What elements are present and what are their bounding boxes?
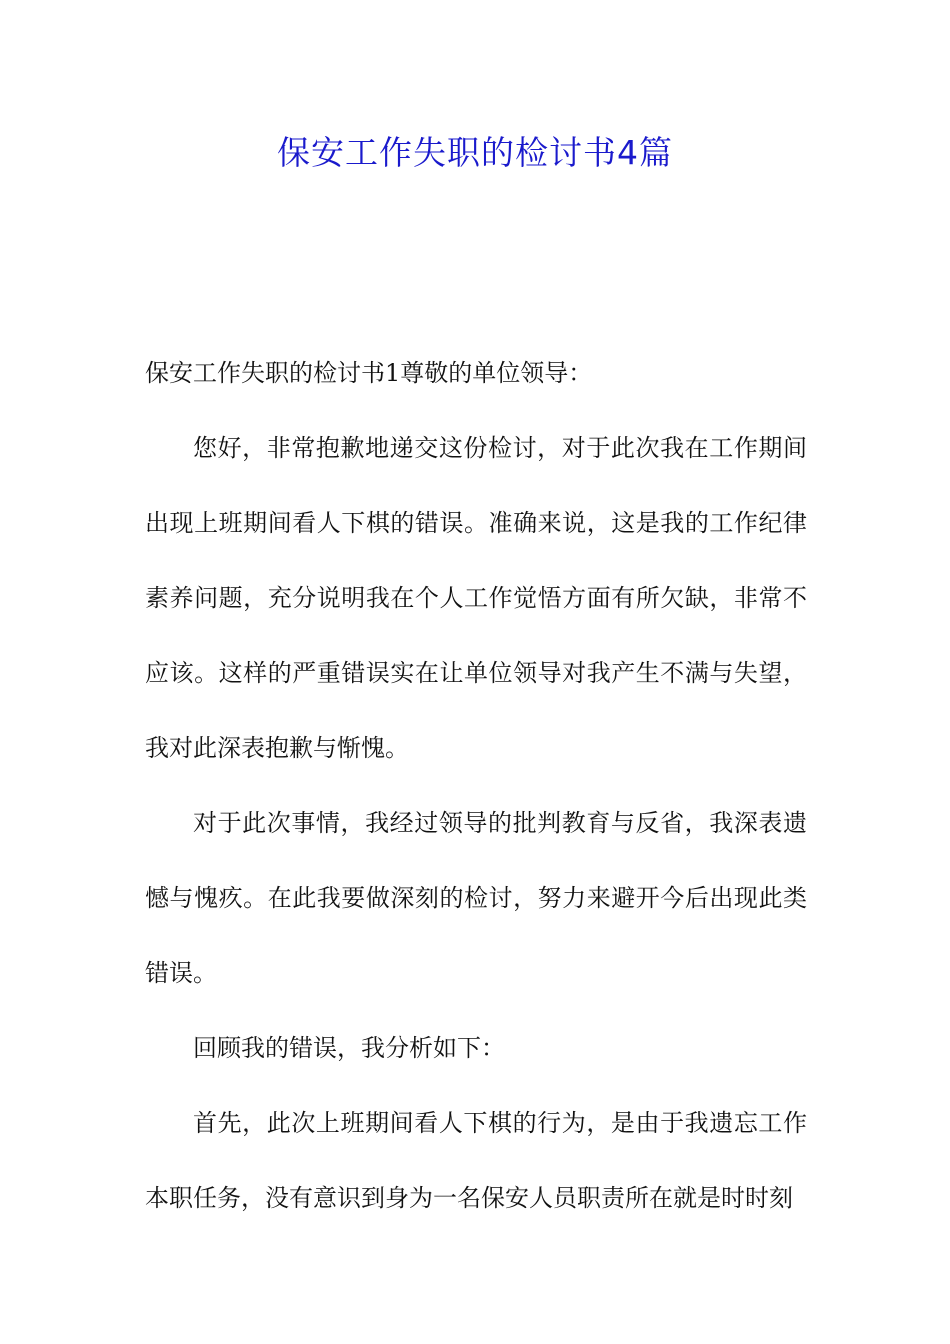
body-paragraph: 回顾我的错误，我分析如下： [193, 1034, 505, 1062]
document-title: 保安工作失职的检讨书4篇 [277, 133, 673, 172]
salutation-paragraph: 保安工作失职的检讨书1尊敬的单位领导： [145, 359, 593, 387]
document-body [145, 336, 807, 1236]
body-paragraph: 首先，此次上班期间看人下棋的行为，是由于我遗忘工作本职任务，没有意识到身为一名保安人员职责所在就是时时刻 [145, 1109, 807, 1212]
body-paragraph: 对于此次事情，我经过领导的批判教育与反省，我深表遗憾与愧疚。在此我要做深刻的检讨，努力来避开今后出现此类错误。 [145, 809, 807, 987]
body-paragraph: 您好，非常抱歉地递交这份检讨，对于此次我在工作期间出现上班期间看人下棋的错误。准确来说，这是我的工作纪律素养问题，充分说明我在个人工作觉悟方面有所欠缺，非常不应该。这样的严重错误实在让单位领导对我产生不满与失望，我对此深表抱歉与惭愧。 [145, 434, 807, 762]
